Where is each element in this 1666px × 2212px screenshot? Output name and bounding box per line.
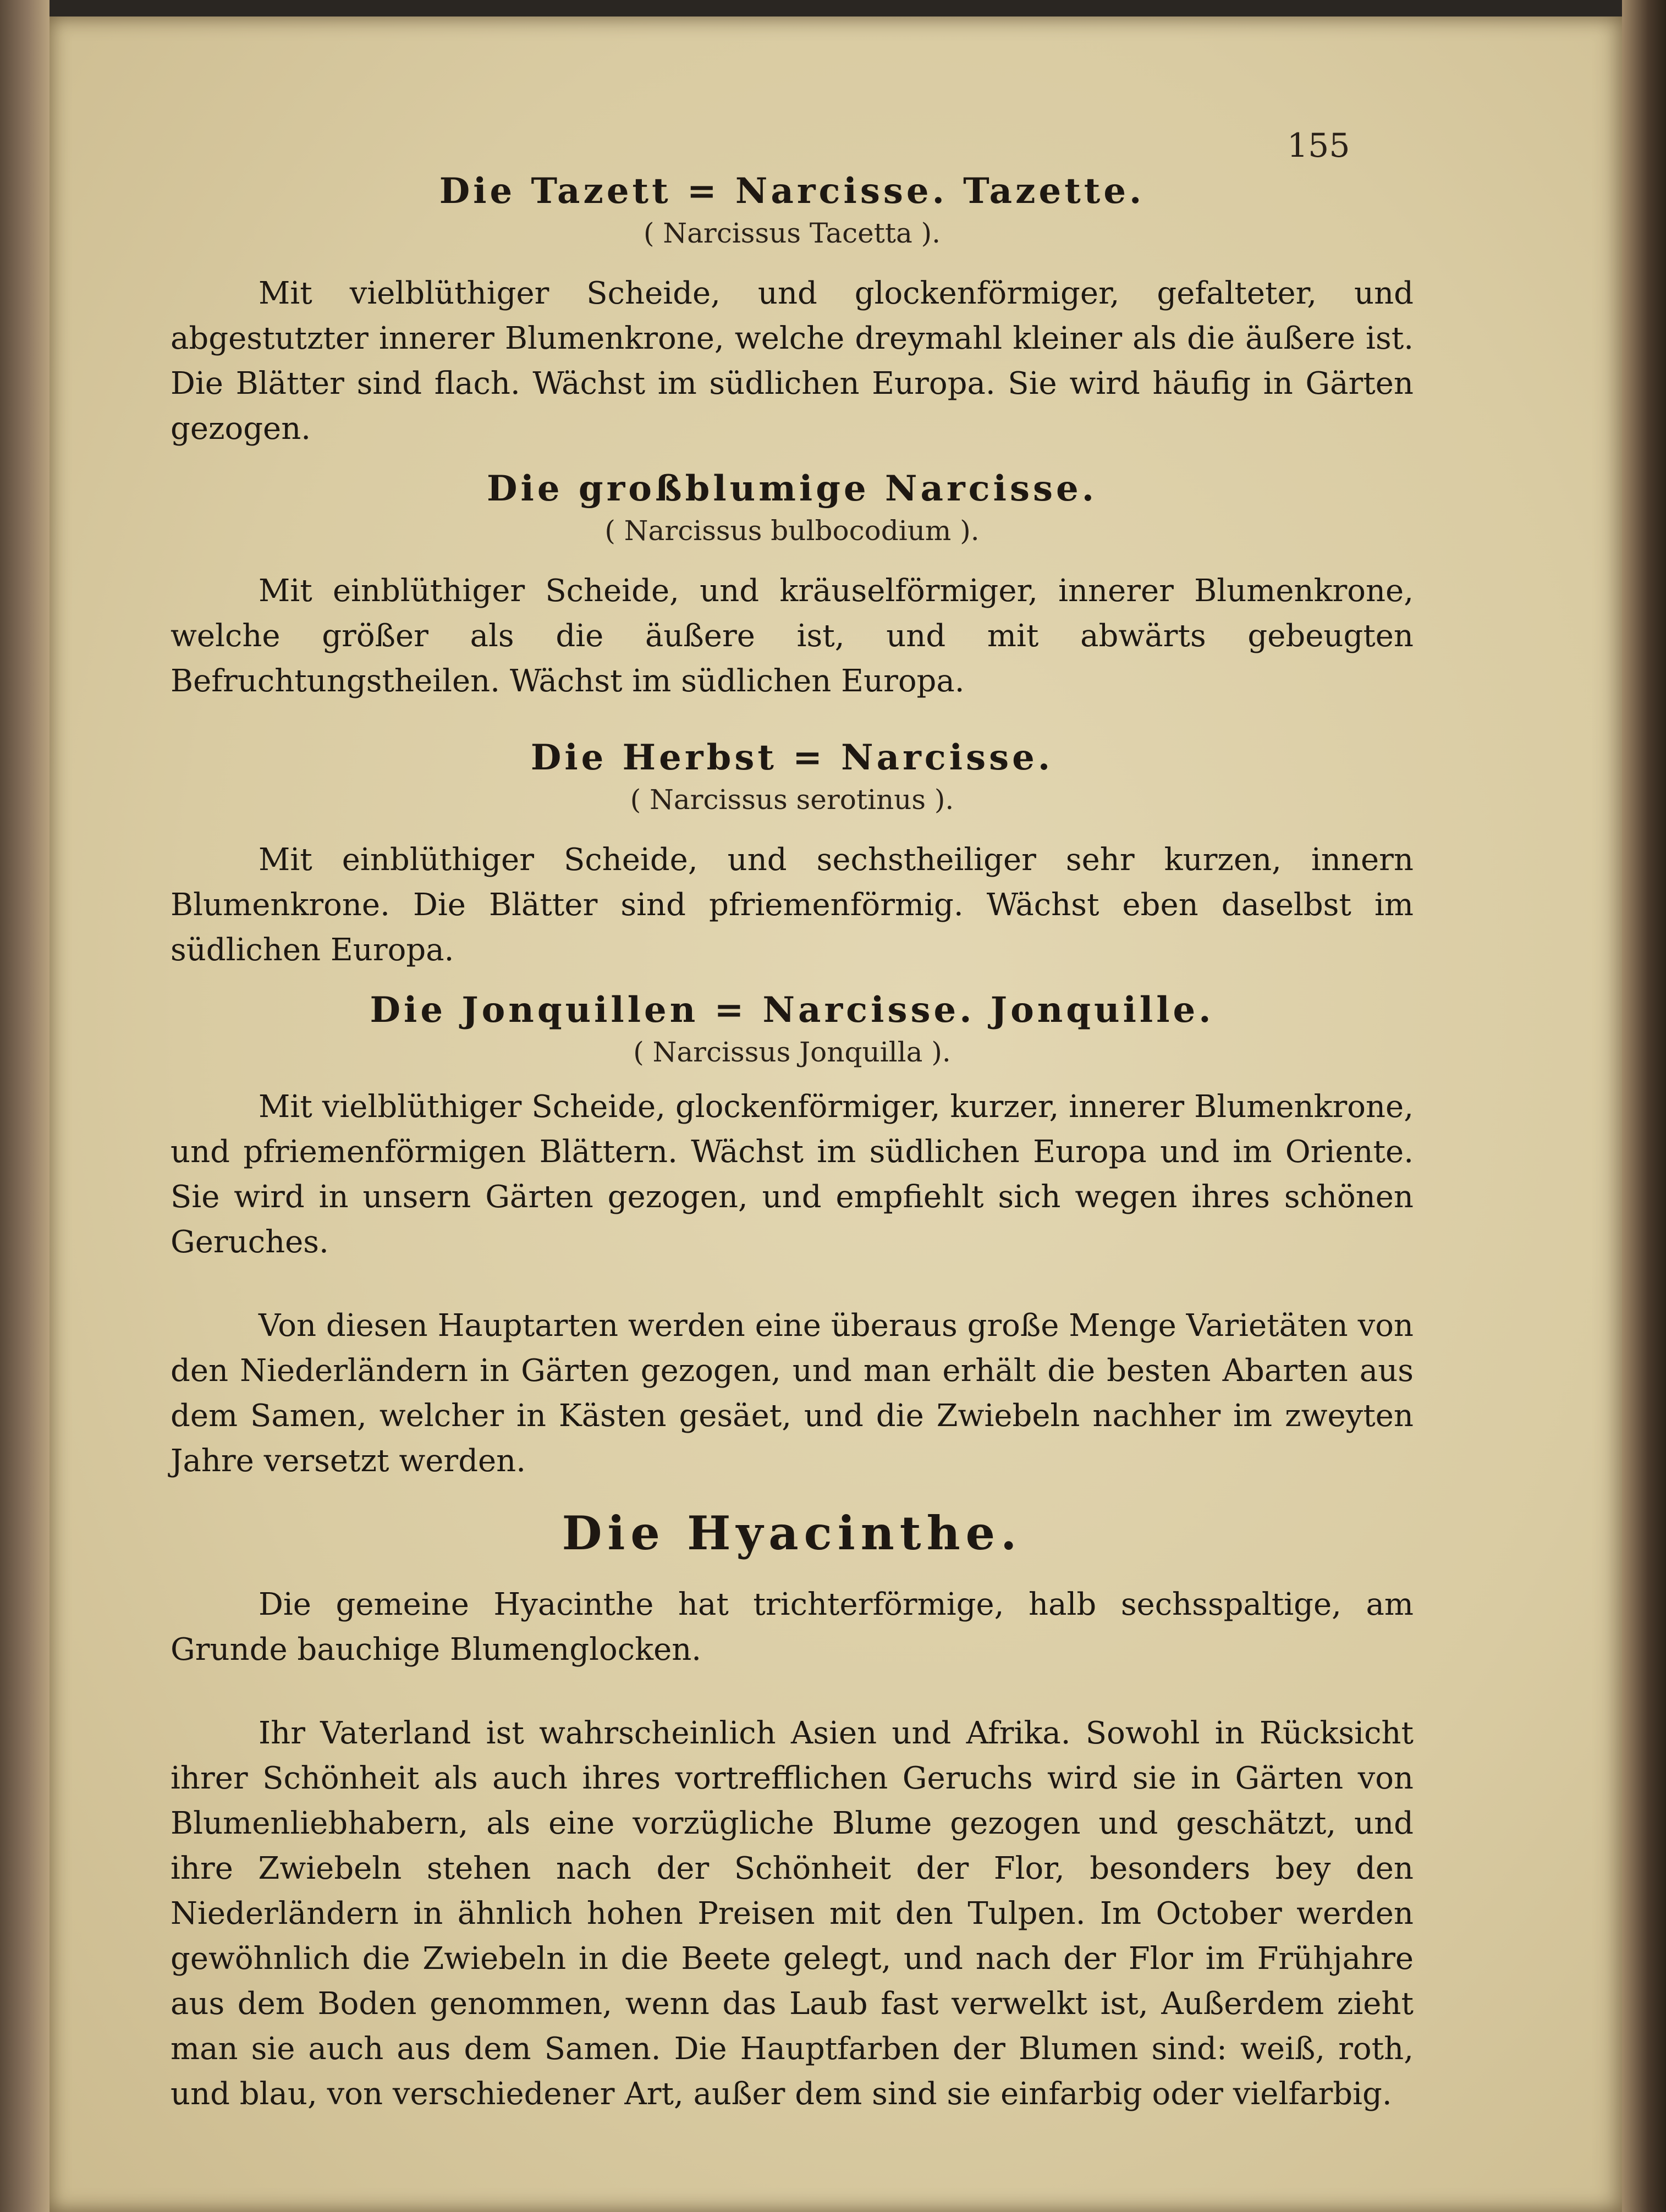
book-edge-left <box>0 0 50 2212</box>
heading-herbst: Die Herbst = Narcisse. <box>530 737 1054 778</box>
paragraph-tazette: Mit vielblüthiger Scheide, und glockenförmiger, gefalteter, und abgestutzter innerer Blumenkrone, welche dreymahl kleiner als die äußere ist. Die Blätter sind flach. Wächst im südlichen Europa. Sie wird häufig in Gärten gezogen. <box>171 276 1414 447</box>
latin-name-jonquilla: ( Narcissus Jonquilla ). <box>633 1036 951 1068</box>
heading-grossblumige: Die großblumige Narcisse. <box>487 468 1097 509</box>
paragraph-grossblumige: Mit einblüthiger Scheide, und kräuselförmiger, innerer Blumenkrone, welche größer als die äußere ist, und mit abwärts gebeugten Befruchtungstheilen. Wächst im südlichen Europa. <box>171 573 1414 699</box>
page-content <box>171 170 1414 2117</box>
heading-hyacinthe: Die Hyacinthe. <box>562 1506 1022 1560</box>
heading-tazette: Die Tazett = Narcisse. Tazette. <box>439 170 1145 212</box>
book-edge-right <box>1622 0 1666 2212</box>
page-number: 155 <box>1287 126 1350 165</box>
book-page <box>50 16 1622 2212</box>
latin-name-serotinus: ( Narcissus serotinus ). <box>630 784 954 816</box>
latin-name-bulbocodium: ( Narcissus bulbocodium ). <box>604 515 980 547</box>
paragraph-jonquille: Mit vielblüthiger Scheide, glockenförmiger, kurzer, innerer Blumenkrone, und pfriemenförmigen Blättern. Wächst im südlichen Europa und im Oriente. Sie wird in unsern Gärten gezogen, und empfiehlt sich wegen ihres schönen Geruches. <box>171 1089 1414 1260</box>
paragraph-hyacinthe-2: Ihr Vaterland ist wahrscheinlich Asien und Afrika. Sowohl in Rücksicht ihrer Schönheit als auch ihres vortrefflichen Geruchs wird sie in Gärten von Blumenliebhabern, als eine vorzügliche Blume gezogen und geschätzt, und ihre Zwiebeln stehen nach der Schönheit der Flor, besonders bey den Niederländern in ähnlich hohen Preisen mit den Tulpen. Im October werden gewöhnlich die Zwiebeln in die Beete gelegt, und nach der Flor im Frühjahre aus dem Boden genommen, wenn das Laub fast verwelkt ist, Außerdem zieht man sie auch aus dem Samen. Die Hauptfarben der Blumen sind: weiß, roth, und blau, von verschiedener Art, außer dem sind sie einfarbig oder vielfarbig. <box>171 1715 1414 2112</box>
paragraph-varieties: Von diesen Hauptarten werden eine überaus große Menge Varietäten von den Niederländern in Gärten gezogen, und man erhält die besten Abarten aus dem Samen, welcher in Kästen gesäet, und die Zwiebeln nachher im zweyten Jahre versetzt werden. <box>171 1308 1414 1479</box>
latin-name-tazette: ( Narcissus Tacetta ). <box>643 217 941 249</box>
paragraph-hyacinthe-1: Die gemeine Hyacinthe hat trichterförmige, halb sechsspaltige, am Grunde bauchige Blumenglocken. <box>171 1587 1414 1668</box>
paragraph-herbst: Mit einblüthiger Scheide, und sechstheiliger sehr kurzen, innern Blumenkrone. Die Blätter sind pfriemenförmig. Wächst eben daselbst im südlichen Europa. <box>171 842 1414 968</box>
heading-jonquille: Die Jonquillen = Narcisse. Jonquille. <box>370 989 1214 1031</box>
